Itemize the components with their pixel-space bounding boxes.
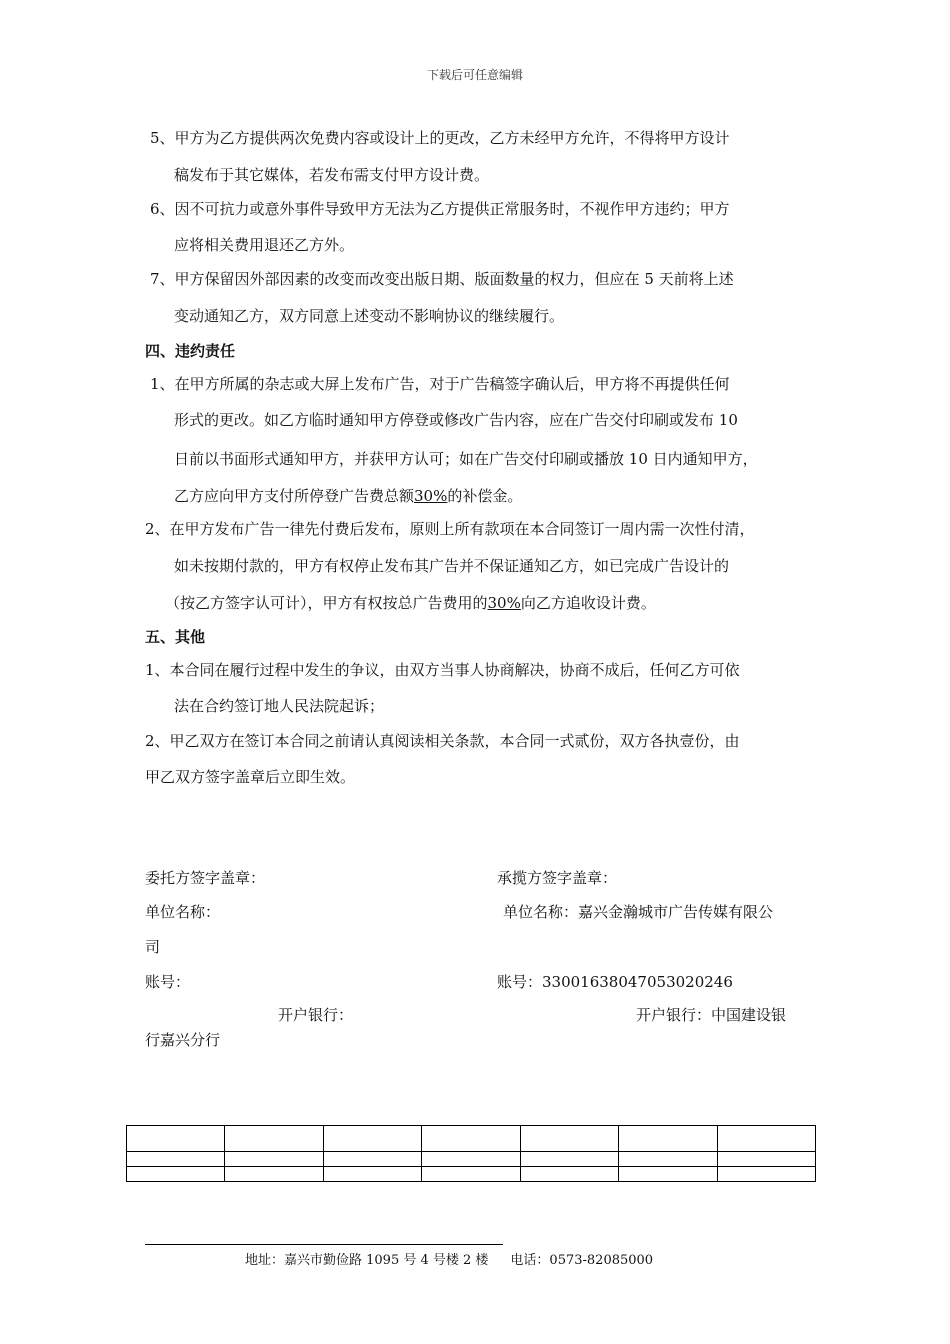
design-fee-percent: 30% [487, 594, 521, 612]
clause-5-line1: 5、甲方为乙方提供两次免费内容或设计上的更改，乙方未经甲方允许，不得将甲方设计 [150, 129, 730, 147]
table-cell [225, 1126, 323, 1152]
contractor-unit-name-wrap: 司 [145, 938, 161, 956]
table-cell [127, 1126, 225, 1152]
table-row [127, 1126, 816, 1152]
page-header: 下载后可任意编辑 [426, 68, 523, 82]
table-cell [619, 1126, 717, 1152]
other-1-line2: 法在合约签订地人民法院起诉； [174, 697, 385, 715]
table-cell [619, 1152, 717, 1167]
table-cell [520, 1167, 618, 1182]
table-cell [323, 1152, 421, 1167]
table-cell [520, 1152, 618, 1167]
clause-6-line1: 6、因不可抗力或意外事件导致甲方无法为乙方提供正常服务时，不视作甲方违约；甲方 [150, 200, 730, 218]
breach-2-line3: （按乙方签字认可计），甲方有权按总广告费用的30%向乙方追收设计费。 [165, 594, 656, 612]
client-signature-label: 委托方签字盖章： [145, 869, 266, 887]
table-cell [422, 1126, 520, 1152]
table-cell [422, 1152, 520, 1167]
table-cell [520, 1126, 618, 1152]
table-row [127, 1167, 816, 1182]
breach-1-line3: 日前以书面形式通知甲方，并获甲方认可；如在广告交付印刷或播放 10 日内通知甲方， [174, 450, 758, 468]
clause-7-line2: 变动通知乙方，双方同意上述变动不影响协议的继续履行。 [174, 307, 565, 325]
table-cell [422, 1167, 520, 1182]
table-cell [717, 1126, 815, 1152]
table-row [127, 1152, 816, 1167]
clause-6-line2: 应将相关费用退还乙方外。 [174, 236, 355, 254]
clause-7-line1: 7、甲方保留因外部因素的改变而改变出版日期、版面数量的权力，但应在 5 天前将上述 [150, 270, 734, 288]
clause-5-line2: 稿发布于其它媒体，若发布需支付甲方设计费。 [174, 166, 490, 184]
table-cell [127, 1152, 225, 1167]
table-cell [717, 1167, 815, 1182]
breach-1-line2: 形式的更改。如乙方临时通知甲方停登或修改广告内容，应在广告交付印刷或发布 10 [174, 411, 738, 429]
contractor-bank-wrap: 行嘉兴分行 [145, 1031, 221, 1049]
breach-1-line4: 乙方应向甲方支付所停登广告费总额30%的补偿金。 [174, 487, 523, 505]
breach-2-line2: 如未按期付款的，甲方有权停止发布其广告并不保证通知乙方，如已完成广告设计的 [174, 557, 730, 575]
table-cell [127, 1167, 225, 1182]
section-4-heading: 四、违约责任 [145, 342, 236, 360]
table-cell [717, 1152, 815, 1167]
page-footer [245, 1249, 653, 1268]
penalty-percent: 30% [414, 487, 448, 505]
contractor-signature-label: 承揽方签字盖章： [497, 869, 618, 887]
section-5-heading: 五、其他 [145, 628, 206, 646]
table-cell [323, 1126, 421, 1152]
contractor-bank: 开户银行：中国建设银 [636, 1006, 787, 1024]
client-bank: 开户银行： [278, 1006, 354, 1024]
contractor-unit-name: 单位名称：嘉兴金瀚城市广告传媒有限公 [503, 903, 774, 921]
other-1-line1: 1、本合同在履行过程中发生的争议，由双方当事人协商解决，协商不成后，任何乙方可依 [145, 661, 740, 679]
contractor-account: 账号：33001638047053020246 [497, 973, 733, 991]
footer-divider [145, 1244, 503, 1245]
other-2-line1: 2、甲乙双方在签订本合同之前请认真阅读相关条款，本合同一式贰份，双方各执壹份，由 [145, 732, 740, 750]
footer-address: 地址：嘉兴市勤俭路 1095 号 4 号楼 2 楼 [245, 1253, 489, 1268]
table-cell [225, 1167, 323, 1182]
other-2-line2: 甲乙双方签字盖章后立即生效。 [145, 768, 356, 786]
client-account: 账号： [145, 973, 191, 991]
breach-1-line1: 1、在甲方所属的杂志或大屏上发布广告，对于广告稿签字确认后，甲方将不再提供任何 [150, 375, 730, 393]
table-cell [619, 1167, 717, 1182]
empty-grid-table [126, 1125, 816, 1182]
footer-phone: 电话：0573-82085000 [510, 1253, 654, 1268]
table-cell [323, 1167, 421, 1182]
breach-2-line1: 2、在甲方发布广告一律先付费后发布，原则上所有款项在本合同签订一周内需一次性付清， [145, 520, 755, 538]
client-unit-name: 单位名称： [145, 903, 221, 921]
table-cell [225, 1152, 323, 1167]
